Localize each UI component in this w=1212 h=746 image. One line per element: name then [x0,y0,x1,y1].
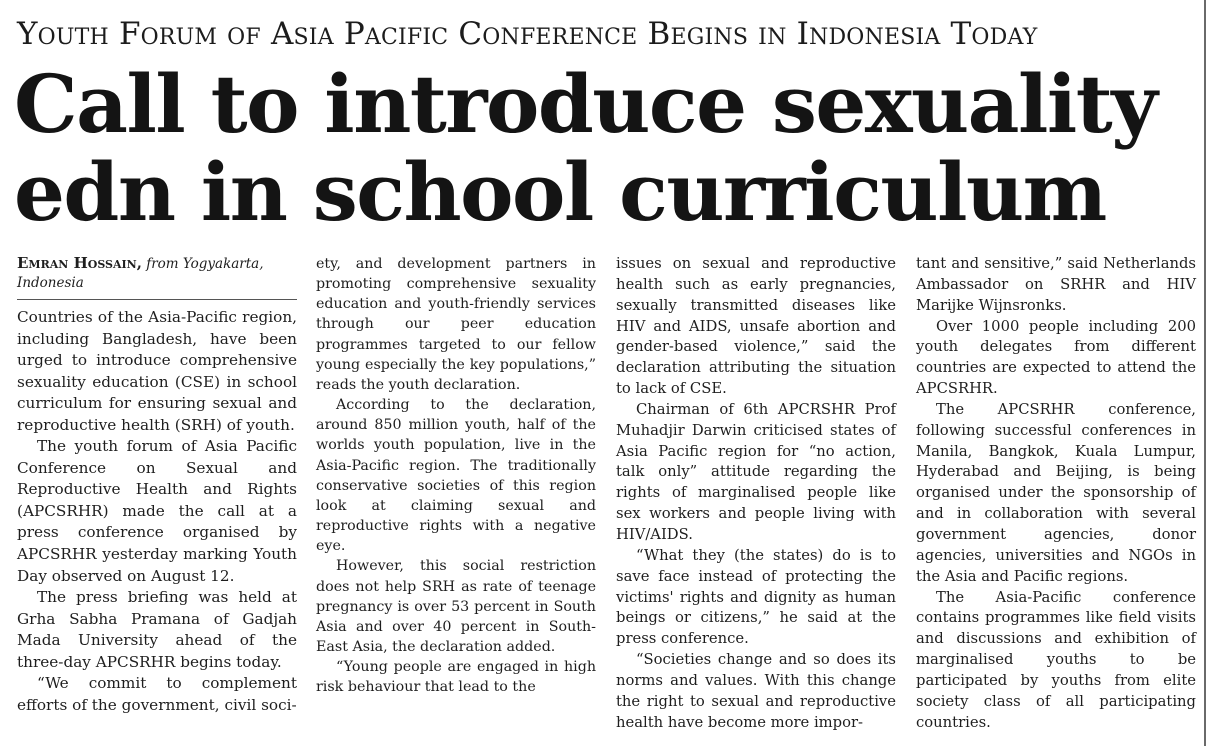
column-rule [1204,0,1206,746]
byline-author: Emran Hossain, [17,254,142,272]
byline-location: from Yogyakarta, Indonesia [17,256,264,291]
paragraph: However, this social restriction does not help SRH as rate of teenage pregnancy is over 53 percent in South Asia and over 40 percent in South-East Asia, the declaration added. [316,558,596,655]
paragraph: Chairman of 6th APCRSHR Prof Muhadjir Darwin criticised states of Asia Pacific region for “no action, talk only” attitude regarding the rights of marginalised people like sex workers and people living with HIV/AIDS. [616,400,896,543]
paragraph: “Young people are engaged in high risk behaviour that lead to the [316,659,596,696]
article-column-2 [316,254,596,697]
byline [17,254,297,300]
paragraph: Countries of the Asia-Pacific region, including Bangladesh, have been urged to introduce comprehensive sexuality education (CSE) in school curriculum for ensuring sexual and reproductive health (SRH) of youth. [17,308,297,434]
paragraph: “Societies change and so does its norms and values. With this change the right to sexual and reproductive health have become more impor- [616,651,896,731]
article-column-1 [17,254,297,716]
paragraph: “We commit to complement efforts of the government, civil soci- [17,674,297,714]
paragraph: The Asia-Pacific conference contains programmes like field visits and discussions and exhibition of marginalised youths to be participated by youths from elite society class of all participating countries. [916,588,1196,731]
paragraph: ety, and development partners in promoting comprehensive sexuality education and youth-friendly services through our peer education programmes targeted to our fellow young especially the key populations,” reads the youth declaration. [316,256,596,393]
paragraph: According to the declaration, around 850 million youth, half of the worlds youth population, live in the Asia-Pacific region. The traditionally conservative societies of this region look at claiming sexual and reproductive rights with a negative eye. [316,397,596,555]
paragraph: tant and sensitive,” said Netherlands Ambassador on SRHR and HIV Marijke Wijnsronks. [916,255,1196,314]
article-column-4 [916,254,1196,733]
paragraph: The youth forum of Asia Pacific Conference on Sexual and Reproductive Health and Rights (APCSRHR) made the call at a press conference organised by APCSRHR yesterday marking Youth Day observed on August 12. [17,437,297,585]
paragraph: The APCSRHR conference, following successful conferences in Manila, Bangkok, Kuala Lumpur, Hyderabad and Beijing, is being organised under the sponsorship of and in collaboration with several government agencies, donor agencies, universities and NGOs in the Asia and Pacific regions. [916,400,1196,585]
paragraph: Over 1000 people including 200 youth delegates from different countries are expected to attend the APCSRHR. [916,317,1196,398]
paragraph: The press briefing was held at Grha Sabha Pramana of Gadjah Mada University ahead of the three-day APCSRHR begins today. [17,588,297,671]
article-column-3 [616,254,896,733]
paragraph: “What they (the states) do is to save face instead of protecting the victims' rights and dignity as human beings or citizens,” he said at the press conference. [616,546,896,648]
paragraph: issues on sexual and reproductive health such as early pregnancies, sexually transmitted diseases like HIV and AIDS, unsafe abortion and gender-based violence,” said the declaration attributing the situation to lack of CSE. [616,255,896,398]
kicker-headline: Youth Forum of Asia Pacific Conference Begins in Indonesia Today [17,16,1038,52]
main-headline: Call to introduce sexuality edn in school curriculum [14,57,1157,239]
